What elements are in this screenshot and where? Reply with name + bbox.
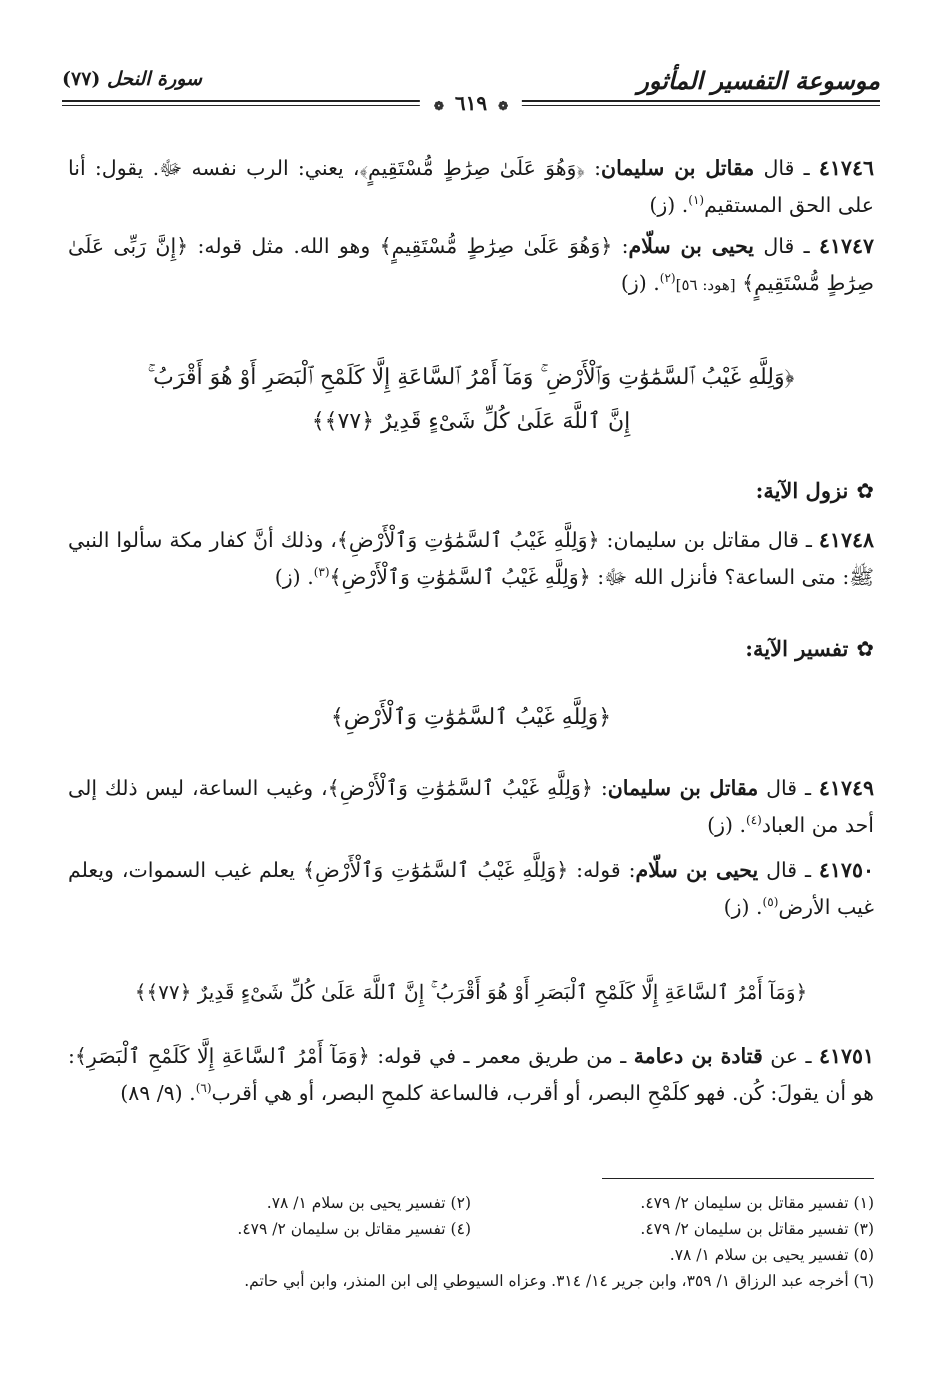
narration-41751 (68, 1038, 874, 1112)
narration-text: : هو أن يقولَ: كُن. فهو كلَمْحِ البصر، أو أقرب، فالساعة كلمحِ البصر، أو هي أقرب (68, 1044, 874, 1105)
narration-number: ٤١٧٤٩ (818, 776, 874, 800)
narration-text: ، وذلك أنَّ كفار مكة سألوا النبي ﷺ: متى الساعة؟ فأنزل الله ﷻ: (68, 528, 874, 589)
narration-number: ٤١٧٤٦ (818, 156, 874, 180)
narration-41747 (68, 228, 874, 304)
narration-intro: ـ قال (766, 776, 812, 800)
narrator-name: يحيى بن سلّام (635, 858, 759, 882)
section-heading-revelation (68, 478, 874, 503)
footnote: (٣) تفسير مقاتل بن سليمان ٢/ ٤٧٩. (640, 1220, 874, 1238)
colon: : قوله: (576, 858, 636, 882)
narrator-name: مقاتل بن سليمان (607, 776, 759, 800)
page-number-box (420, 91, 522, 115)
surah-name: سورة النحل (107, 68, 202, 90)
flower-icon: ✿ (856, 637, 874, 661)
narration-text: وهو الله. مثل قوله: (197, 234, 371, 258)
section-heading-interpretation (68, 636, 874, 661)
quran-quote: ﴿وَلِلَّهِ غَيْبُ ٱلسَّمَٰوَٰتِ وَٱلْأَرْضِ﴾ (329, 565, 591, 589)
surah-title (62, 68, 202, 90)
narration-tail: . (ز) (707, 813, 747, 837)
footnote: (٢) تفسير يحيى بن سلام ١/ ٧٨. (266, 1194, 471, 1212)
footnote: (٥) تفسير يحيى بن سلام ١/ ٧٨. (669, 1246, 874, 1264)
verse-segment: ﴿وَمَآ أَمْرُ ٱلسَّاعَةِ إِلَّا كَلَمْحِ ٱلْبَصَرِ أَوْ هُوَ أَقْرَبُ ۚ إِنَّ ٱللَّهَ عَلَىٰ كُلِّ شَىْءٍ قَدِيرٌ ﴿٧٧﴾﴾ (134, 980, 808, 1004)
footnote-ref: (٦) (195, 1081, 212, 1096)
narration-intro: ـ قال مقاتل بن سليمان: (606, 528, 812, 552)
footnote-separator (602, 1178, 874, 1179)
narration-41749 (68, 770, 874, 844)
narration-41746 (68, 150, 874, 224)
narration-41750 (68, 852, 874, 926)
narration-41748 (68, 522, 874, 596)
book-title: موسوعة التفسير المأثور (637, 66, 880, 95)
narration-text: يعلم غيب السموات، ويعلم غيب الأرض (68, 858, 874, 919)
narration-text: ، وغيب الساعة، ليس ذلك إلى أحد من العباد (68, 776, 874, 837)
narration-tail: . (ز) (649, 193, 689, 217)
page-header (62, 60, 880, 118)
footnote-ref: (٤) (746, 813, 762, 828)
surah-number: (٧٧) (62, 68, 101, 90)
narration-tail: . (ز) (274, 565, 314, 589)
narration-intro: ـ قال (763, 234, 810, 258)
heading-text: تفسير الآية: (745, 636, 849, 661)
page-number: ٦١٩ (454, 91, 488, 115)
footnote: (٦) أخرجه عبد الرزاق ١/ ٣٥٩، وابن جرير ١٤/ ٣١٤. وعزاه السيوطي إلى ابن المنذر، وابن أبي حاتم. (244, 1272, 874, 1290)
ornament-icon: ❁ (433, 99, 444, 113)
narration-intro: ـ عن (770, 1044, 812, 1068)
footnote-ref: (٢) (659, 271, 676, 286)
narrator-name: يحيى بن سلّام (628, 234, 755, 258)
verse-line: إِنَّ ٱللَّهَ عَلَىٰ كُلِّ شَىْءٍ قَدِيرٌ ﴿٧٧﴾﴾ (311, 409, 631, 434)
ornament-icon: ❁ (498, 99, 509, 113)
colon: : (594, 156, 602, 180)
narration-number: ٤١٧٥٠ (818, 858, 874, 882)
narrator-name: مقاتل بن سليمان (601, 156, 755, 180)
narration-tail: . (ز) (620, 271, 660, 295)
narration-text: ، يعني: الرب نفسه ﷻ. يقول: أنا على الحق المستقيم (68, 156, 874, 217)
quran-quote: ﴿وَلِلَّهِ غَيْبُ ٱلسَّمَٰوَٰتِ وَٱلْأَرْضِ﴾ (336, 528, 600, 552)
quran-quote: ﴿إِنَّ رَبِّى عَلَىٰ صِرَٰطٍ مُّسْتَقِيمٍ﴾ (68, 234, 874, 295)
verse-reference: [هود: ٥٦] (675, 276, 736, 294)
footnote: (٤) تفسير مقاتل بن سليمان ٢/ ٤٧٩. (237, 1220, 471, 1238)
narration-number: ٤١٧٤٨ (818, 528, 874, 552)
narration-intro: ـ قال (766, 858, 811, 882)
narration-text: ـ من طريق معمر ـ في قوله: (377, 1044, 627, 1068)
footnotes (68, 1190, 874, 1294)
narration-number: ٤١٧٥١ (818, 1044, 874, 1068)
narration-intro: ـ قال (763, 156, 810, 180)
colon: : (621, 234, 629, 258)
quran-quote: ﴿وَمَآ أَمْرُ ٱلسَّاعَةِ إِلَّا كَلَمْحِ ٱلْبَصَرِ﴾ (74, 1044, 370, 1068)
quran-quote: ﴿وَهُوَ عَلَىٰ صِرَٰطٍ مُّسْتَقِيمٍ﴾ (359, 156, 585, 180)
quran-quote: ﴿وَلِلَّهِ غَيْبُ ٱلسَّمَٰوَٰتِ وَٱلْأَرْضِ﴾ (327, 776, 593, 800)
heading-text: نزول الآية: (755, 478, 849, 503)
footnote: (١) تفسير مقاتل بن سليمان ٢/ ٤٧٩. (640, 1194, 874, 1212)
narration-tail: . (٩/ ٨٩) (120, 1081, 196, 1105)
colon: : (600, 776, 608, 800)
quran-quote: ﴿وَهُوَ عَلَىٰ صِرَٰطٍ مُّسْتَقِيمٍ﴾ (379, 234, 613, 258)
narration-tail: . (ز) (723, 895, 763, 919)
verse-block (68, 356, 874, 444)
narrator-name: قتادة بن دعامة (633, 1044, 763, 1068)
footnote-ref: (١) (688, 193, 705, 208)
quran-quote: ﴿وَلِلَّهِ غَيْبُ ٱلسَّمَٰوَٰتِ وَٱلْأَرْضِ﴾ (302, 858, 569, 882)
footnote-ref: (٣) (313, 565, 330, 580)
narration-number: ٤١٧٤٧ (818, 234, 874, 258)
verse-line: ﴿وَلِلَّهِ غَيْبُ ٱلسَّمَٰوَٰتِ وَٱلْأَرْضِ ۚ وَمَآ أَمْرُ ٱلسَّاعَةِ إِلَّا كَلَمْحِ ٱلْبَصَرِ أَوْ هُوَ أَقْرَبُ ۚ (147, 365, 795, 390)
footnote-ref: (٥) (762, 895, 779, 910)
flower-icon: ✿ (856, 479, 874, 503)
verse-segment: ﴿وَلِلَّهِ غَيْبُ ٱلسَّمَٰوَٰتِ وَٱلْأَرْضِ﴾ (330, 705, 612, 730)
